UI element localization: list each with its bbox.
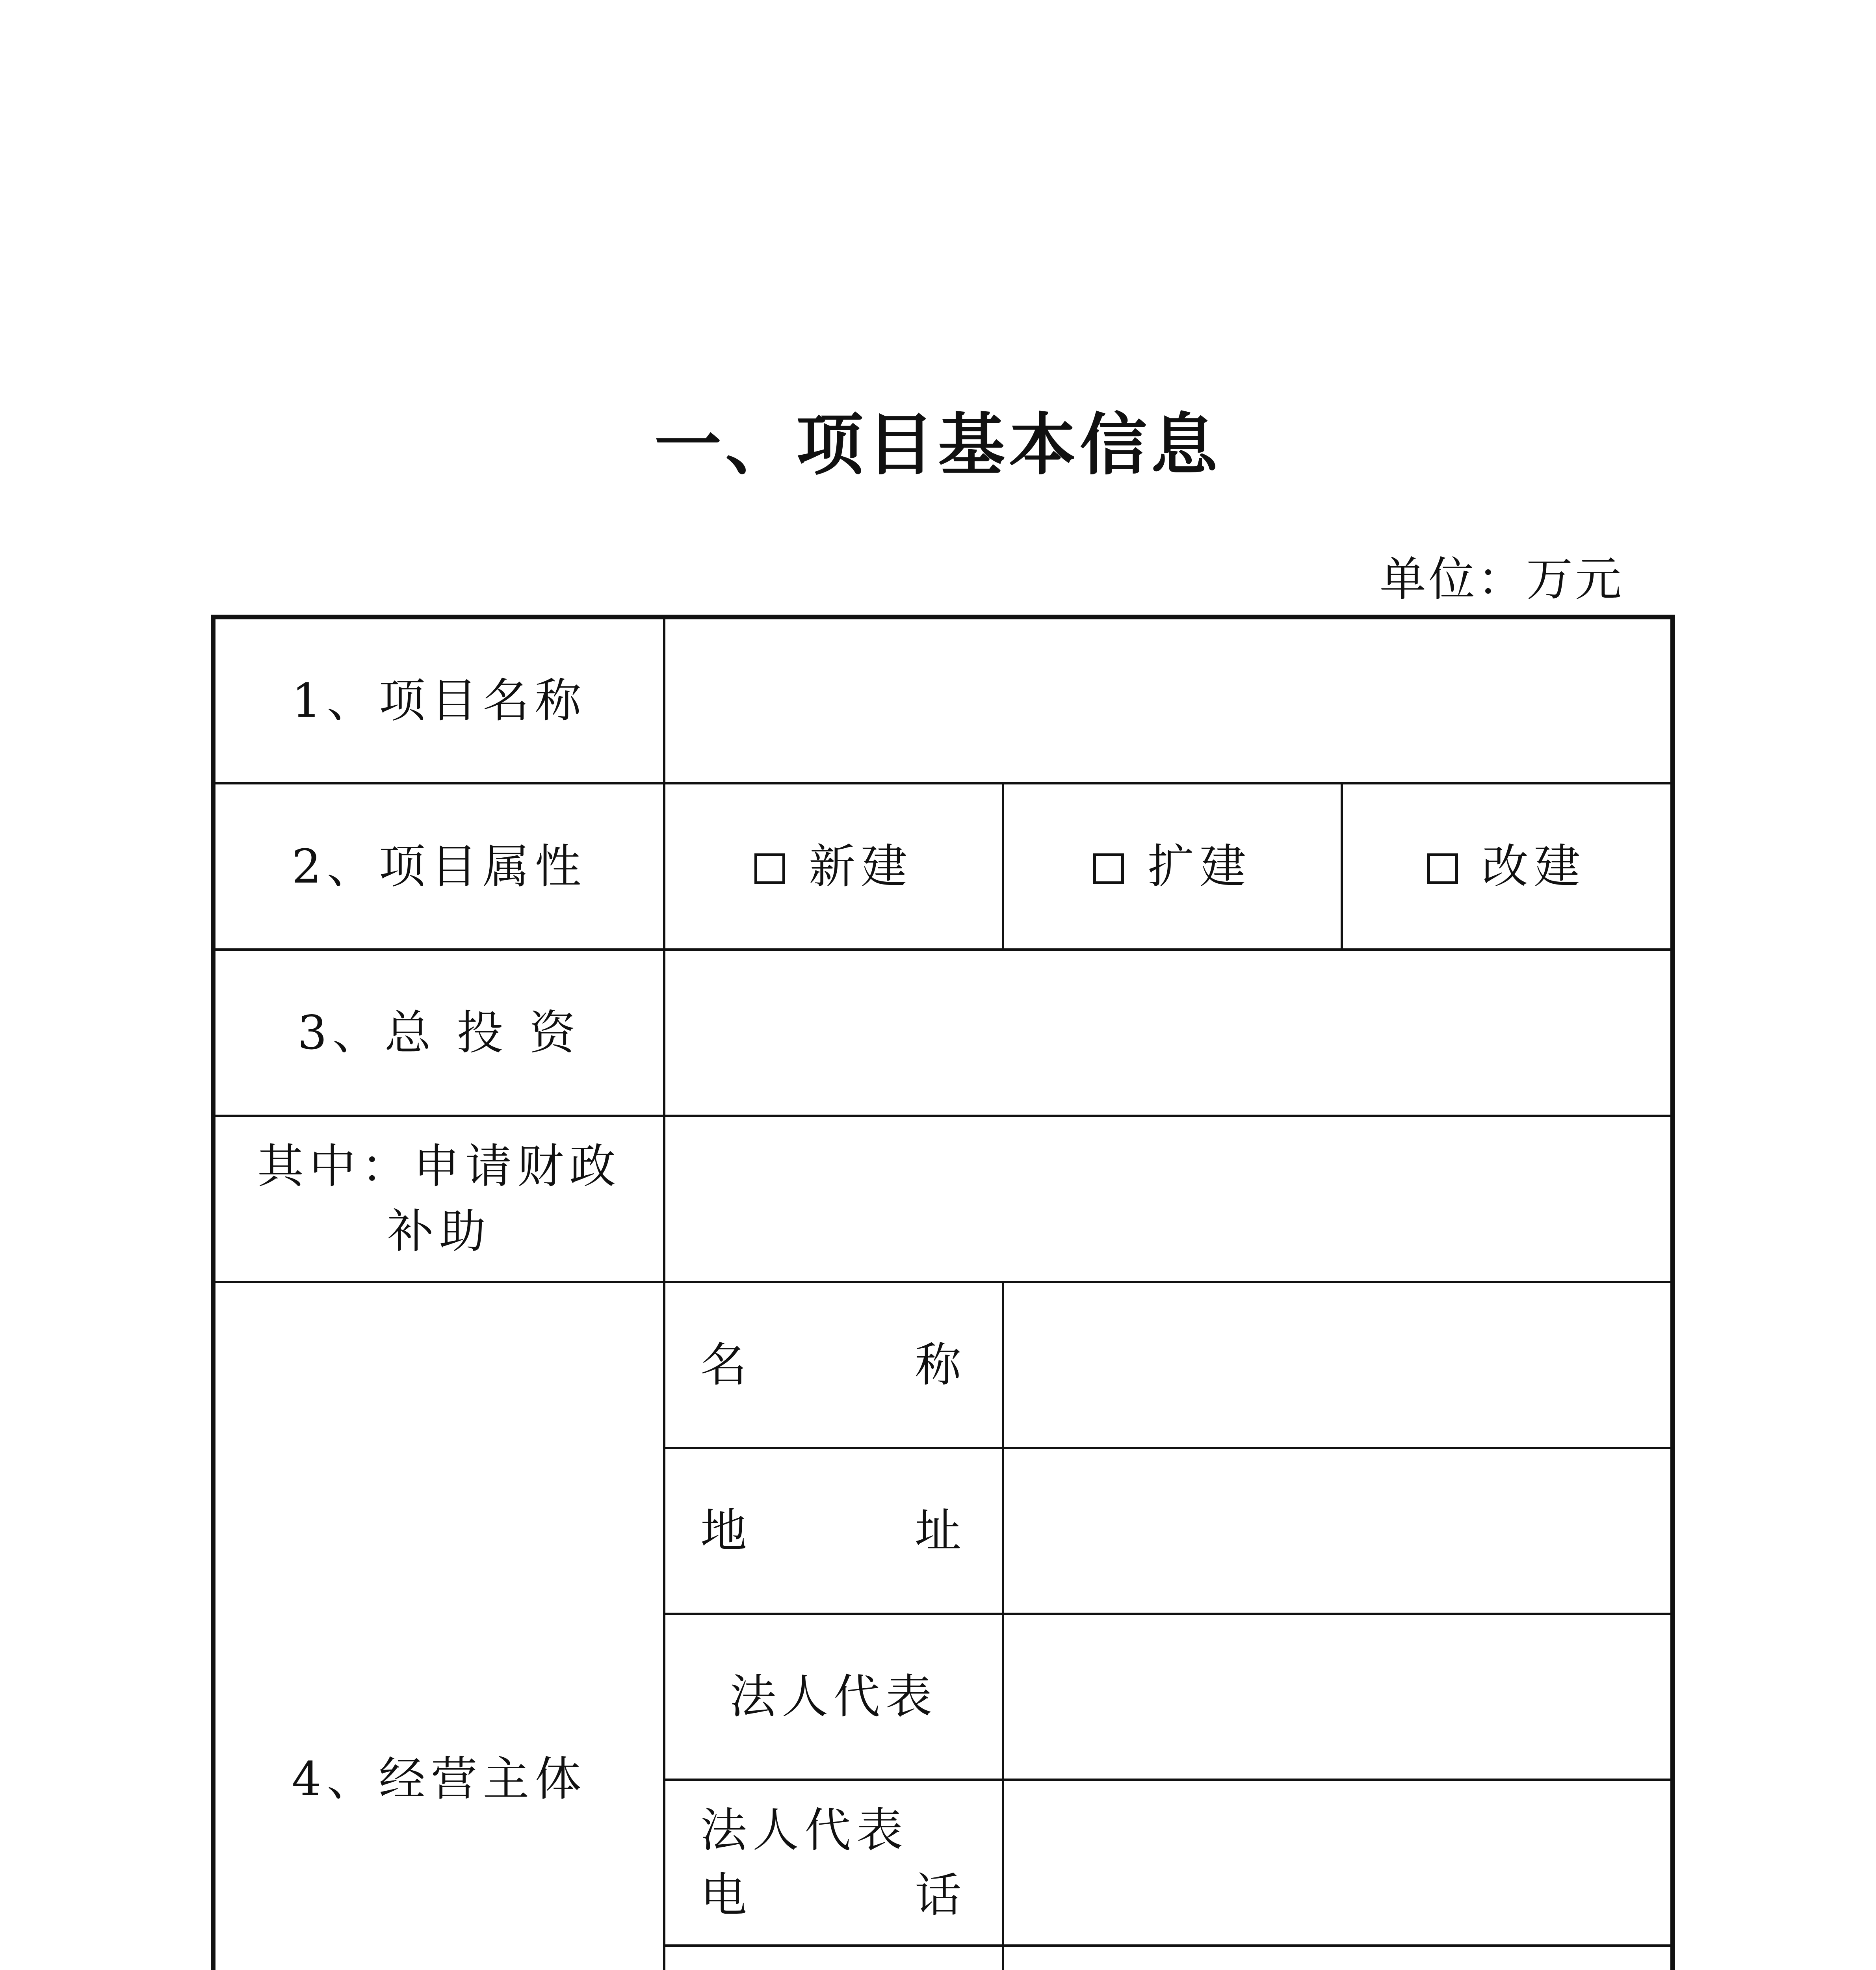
- checkbox-renovation[interactable]: [1427, 853, 1458, 884]
- project-name-label: 1、项目名称: [213, 617, 664, 783]
- total-investment-value[interactable]: [664, 950, 1673, 1116]
- operator-label: 4、经营主体: [213, 1282, 664, 1970]
- legal-rep-phone-label-line1: 法人代表: [700, 1803, 908, 1857]
- table-row: [213, 1116, 1673, 1282]
- unit-label: 单位：万元: [1379, 552, 1624, 606]
- option-new-build[interactable]: [664, 783, 1003, 950]
- operator-name-label: 名 称: [664, 1282, 1003, 1448]
- option-expansion[interactable]: [1003, 783, 1342, 950]
- project-info-table: [211, 615, 1675, 1970]
- operator-name-value[interactable]: [1003, 1282, 1673, 1448]
- project-attr-label: 2、项目属性: [213, 783, 664, 950]
- option-renovation-label: 改建: [1482, 839, 1586, 894]
- option-expansion-label: 扩建: [1147, 839, 1252, 894]
- subsidy-label-line1: 其中：申请财政: [257, 1139, 621, 1193]
- option-new-build-label: 新建: [808, 839, 913, 894]
- project-name-value[interactable]: [664, 617, 1673, 783]
- legal-rep-phone-label-line2: 电 话: [700, 1868, 967, 1922]
- page-title: 一、项目基本信息: [654, 406, 1222, 484]
- operator-address-label: 地 址: [664, 1448, 1003, 1614]
- checkbox-expansion[interactable]: [1093, 853, 1124, 884]
- bank-value[interactable]: [1003, 1946, 1673, 1970]
- table-row: [213, 783, 1673, 950]
- subsidy-value[interactable]: [664, 1116, 1673, 1282]
- legal-rep-phone-label: [664, 1780, 1003, 1946]
- bank-label: [664, 1946, 1003, 1970]
- operator-address-value[interactable]: [1003, 1448, 1673, 1614]
- subsidy-label: [213, 1116, 664, 1282]
- subsidy-label-line2: 补助: [387, 1204, 491, 1258]
- checkbox-new-build[interactable]: [754, 853, 785, 884]
- legal-rep-label: 法人代表: [664, 1614, 1003, 1780]
- table-row: [213, 617, 1673, 783]
- table-row: [213, 1282, 1673, 1448]
- legal-rep-value[interactable]: [1003, 1614, 1673, 1780]
- table-row: [213, 950, 1673, 1116]
- total-investment-label: 3、总 投 资: [213, 950, 664, 1116]
- option-renovation[interactable]: [1342, 783, 1673, 950]
- legal-rep-phone-value[interactable]: [1003, 1780, 1673, 1946]
